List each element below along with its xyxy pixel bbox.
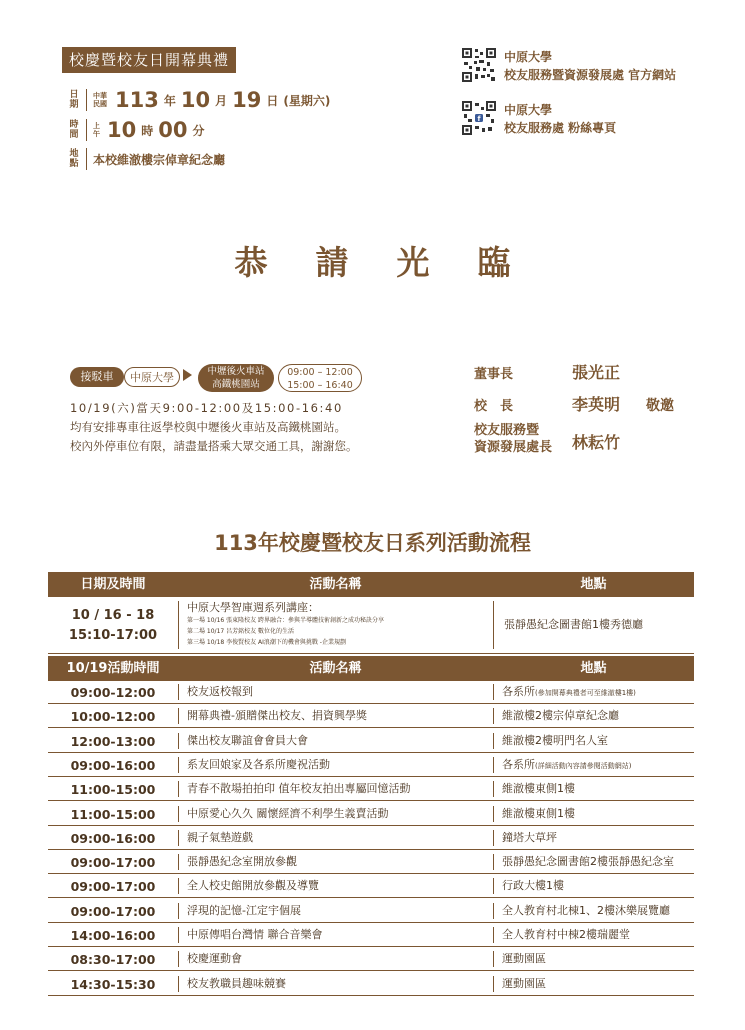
place-label: 地點 (69, 149, 79, 169)
row-place (493, 781, 692, 797)
table-row (48, 828, 694, 850)
table2-header (48, 656, 694, 681)
arrow-right-icon (183, 369, 192, 381)
lecture-line-1: 第一場 10/16 張東隆校友 跨界融合：參與半導體技術創新之成功秘訣分享 (187, 617, 385, 624)
row-activity: 張靜愚紀念室開放參觀 (178, 854, 493, 870)
row-place (493, 976, 692, 992)
date-day: 19 (232, 88, 262, 112)
date-weekday: (星期六) (283, 93, 331, 108)
lecture-time: 15:10-17:00 (68, 628, 158, 643)
table-row (48, 852, 694, 874)
shuttle-text-3: 校內外停車位有限，請盡量搭乘大眾交通工具，謝謝您。 (70, 439, 358, 453)
row-place-main: 全人教育村中棟2樓瑞麗堂 (502, 928, 630, 941)
shuttle-from: 中原大學 (124, 367, 180, 387)
row-time: 09:00-16:00 (70, 830, 156, 846)
shuttle-time1: 09:00 – 12:00 (287, 367, 353, 378)
row-place-main: 各系所 (502, 757, 535, 771)
row-activity: 全人校史館開放參觀及導覽 (178, 878, 493, 894)
row-place (493, 830, 692, 846)
date-era: 中華民國 (93, 92, 107, 108)
table-row (48, 925, 694, 947)
row-place-main: 維澈樓東側1樓 (502, 782, 575, 796)
row-place-main: 行政大樓1樓 (502, 879, 564, 893)
lecture-info (178, 601, 493, 649)
shuttle-label: 接駁車 (70, 367, 124, 387)
table1-col-time: 日期及時間 (80, 577, 146, 592)
shuttle-times (278, 364, 362, 392)
row-place-main: 維澈樓東側1樓 (502, 806, 575, 820)
shuttle-text-1: 10/19(六)當天9:00-12:00及15:00-16:40 (70, 401, 343, 415)
qr2-line2[interactable]: 校友服務處 粉絲專頁 (504, 121, 617, 135)
row-place (493, 733, 692, 749)
row-activity: 校慶運動會 (178, 951, 493, 967)
row-place-main: 鐘塔大草坪 (502, 830, 557, 844)
table-row (48, 682, 694, 704)
row-time: 09:00-12:00 (70, 685, 156, 700)
row-place (493, 903, 692, 919)
table-row (48, 755, 694, 777)
row-time: 08:30-17:00 (70, 952, 156, 968)
row-place-main: 張靜愚紀念圖書館2樓張靜愚紀念室 (502, 855, 674, 869)
lecture-line-2: 第二場 10/17 呂芳銘校友 數位化的生活 (187, 628, 295, 635)
shuttle-text-2: 均有安排專車往返學校與中壢後火車站及高鐵桃園站。 (70, 420, 346, 434)
day-unit: 日 (266, 93, 279, 108)
qr-code-facebook-icon[interactable] (462, 101, 496, 135)
lecture-title: 中原大學智庫週系列講座： (187, 601, 319, 614)
time-hour: 10 (107, 118, 137, 142)
row-place (493, 927, 692, 943)
year-unit: 年 (163, 93, 176, 108)
table-row (48, 804, 694, 826)
place-text: 本校維澈樓宗倬章紀念廳 (93, 152, 226, 167)
table1-col-place: 地點 (580, 577, 607, 592)
row-place-note: (參加開幕典禮者可至維澈樓1樓) (535, 689, 636, 697)
qr1-line2[interactable]: 校友服務暨資源發展處 官方網站 (504, 68, 677, 82)
time-row (68, 118, 210, 142)
row-time: 10:00-12:00 (70, 709, 156, 725)
shuttle-to (198, 364, 274, 392)
sig-name-3: 林耘竹 (572, 433, 621, 452)
table-row (48, 974, 694, 996)
row-place (493, 806, 692, 822)
sig-title-1: 董事長 (474, 367, 514, 382)
row-place (493, 854, 692, 870)
date-row (68, 88, 330, 112)
row-activity: 親子氣墊遊戲 (178, 830, 493, 846)
row-place (493, 878, 692, 894)
row-place-main: 維澈樓2樓宗倬章紀念廳 (502, 709, 619, 723)
row-place (493, 951, 692, 967)
svg-text:f: f (477, 115, 481, 123)
place-row (68, 148, 225, 170)
row-time: 14:30-15:30 (70, 976, 156, 992)
table1-col-name: 活動名稱 (309, 577, 362, 592)
table1-header (48, 572, 694, 597)
table2-col-name: 活動名稱 (309, 661, 362, 676)
row-place (493, 684, 692, 700)
row-place-main: 維澈樓2樓明門名人室 (502, 733, 608, 747)
row-time: 11:00-15:00 (70, 782, 156, 798)
qr-code-icon[interactable] (462, 48, 496, 82)
sig-title-2: 校 長 (474, 399, 514, 414)
row-activity: 校友教職員趣味競賽 (178, 976, 493, 992)
qr2-line1: 中原大學 (504, 103, 553, 117)
date-label: 日期 (69, 90, 79, 110)
lecture-date: 10 / 16 - 18 (71, 608, 155, 623)
lecture-line-3: 第三場 10/18 李俊賢校友 AI浪潮下的機會與挑戰 -企業規劃 (187, 639, 346, 646)
time-label: 時間 (69, 120, 79, 140)
sig-title-3-line2: 資源發展處長 (474, 440, 553, 455)
invite-heading: 恭請光臨 (234, 243, 559, 282)
month-unit: 月 (215, 93, 228, 108)
row-time: 12:00-13:00 (70, 733, 156, 749)
table2-col-place: 地點 (580, 661, 607, 676)
row-activity: 校友返校報到 (178, 684, 493, 700)
row-activity: 開幕典禮-頒贈傑出校友、捐資興學獎 (178, 708, 493, 724)
table-row (48, 779, 694, 801)
table-row (48, 949, 694, 971)
shuttle-time2: 15:00 – 16:40 (287, 380, 353, 391)
row-time: 09:00-17:00 (70, 855, 156, 871)
row-time: 09:00-17:00 (70, 879, 156, 895)
row-time: 09:00-17:00 (70, 903, 156, 919)
row-activity: 中原愛心久久 關懷經濟不利學生義賣活動 (178, 806, 493, 822)
time-ampm: 上午 (93, 122, 100, 138)
row-place (493, 708, 692, 724)
shuttle-to-line2: 高鐵桃園站 (212, 379, 260, 390)
lecture-datetime (48, 606, 178, 646)
event-title-tag: 校慶暨校友日開幕典禮 (62, 47, 236, 73)
sig-name-1: 張光正 (572, 363, 621, 382)
row-place-main: 全人教育村北棟1、2樓沐樂展覽廳 (502, 903, 670, 917)
table-row (48, 706, 694, 728)
row-activity: 系友回娘家及各系所慶祝活動 (178, 757, 493, 773)
row-time: 09:00-16:00 (70, 757, 156, 773)
row-place (493, 757, 692, 773)
section-title: 113年校慶暨校友日系列活動流程 (214, 531, 531, 555)
row-time: 14:00-16:00 (70, 928, 156, 943)
row-place-note: (詳細活動內容請參閱活動網站) (535, 761, 632, 770)
sig-title-3-line1: 校友服務暨 (474, 423, 540, 438)
sig-title-3 (474, 422, 552, 456)
qr1-line1: 中原大學 (504, 50, 553, 64)
row-place-main: 各系所 (502, 685, 535, 698)
table-row (48, 876, 694, 898)
row-activity: 中原傳唱台灣情 聯合音樂會 (178, 927, 493, 943)
table-row (48, 731, 694, 753)
sig-name-2: 李英明 (572, 395, 621, 414)
row-time: 11:00-15:00 (70, 806, 156, 822)
lecture-row (48, 598, 694, 654)
table-row (48, 901, 694, 923)
hour-unit: 時 (141, 123, 154, 138)
date-month: 10 (180, 88, 211, 112)
row-activity: 青春不散場拍拍印 值年校友拍出專屬回憶活動 (178, 781, 493, 797)
date-year: 113 (115, 88, 159, 112)
shuttle-to-line1: 中壢後火車站 (207, 366, 265, 377)
time-minute: 00 (158, 118, 188, 142)
lecture-place: 張靜愚紀念圖書館1樓秀德廳 (493, 601, 643, 649)
table2-col-time: 10/19活動時間 (66, 661, 160, 676)
row-place-main: 運動園區 (502, 952, 546, 966)
row-activity: 浮現的記憶-江定宇個展 (178, 903, 493, 919)
row-activity: 傑出校友聯誼會會員大會 (178, 733, 493, 749)
minute-unit: 分 (192, 123, 205, 138)
closing-text: 敬邀 (646, 398, 674, 414)
row-place-main: 運動園區 (502, 976, 546, 990)
